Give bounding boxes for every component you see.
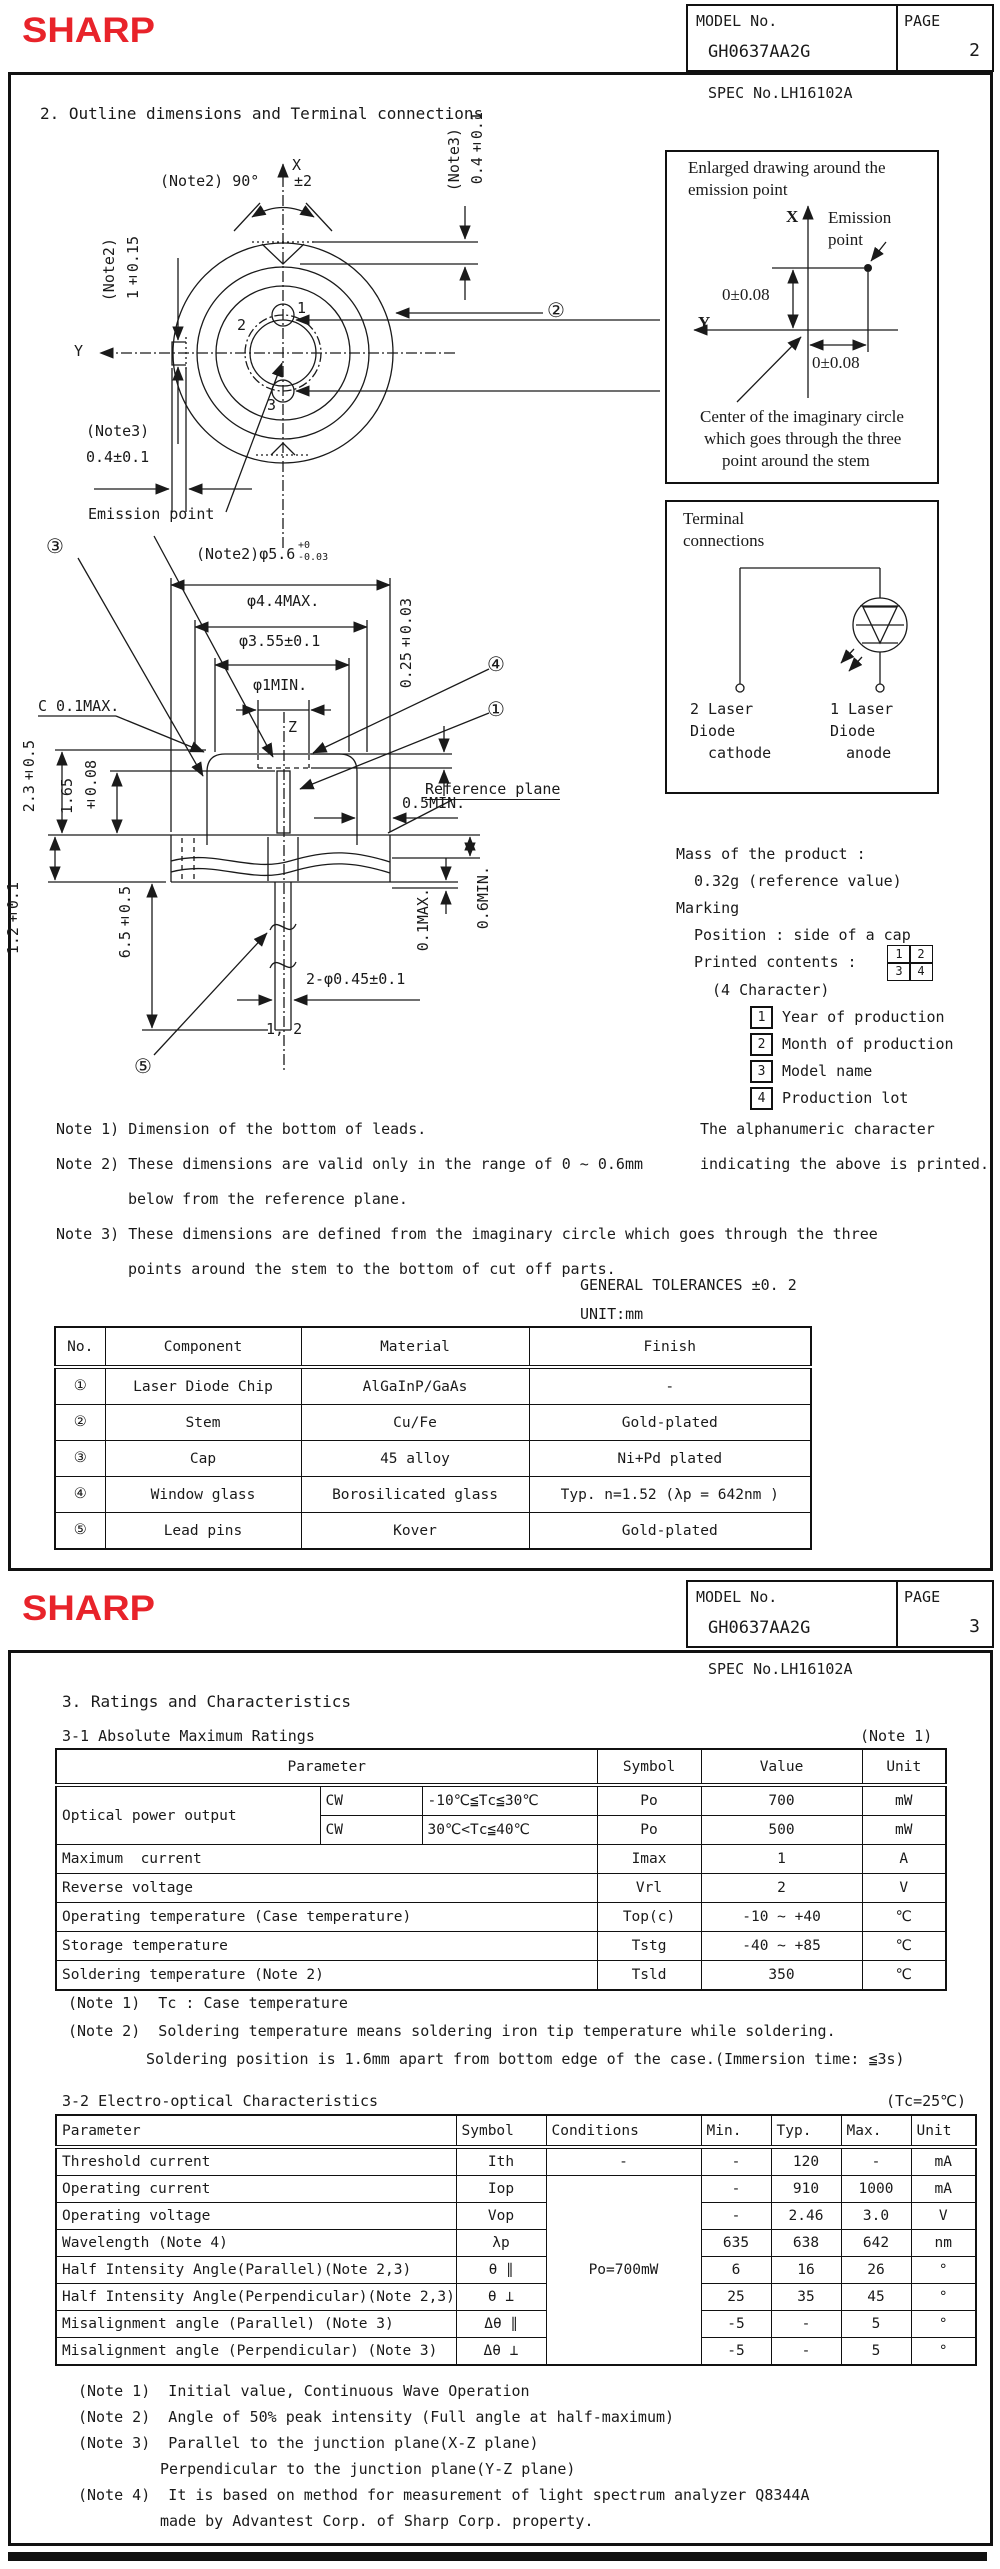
enlarged-caption-3: point around the stem — [722, 451, 870, 470]
eo-merged-condition: Po=700mW — [546, 2176, 701, 2366]
legend-label-4: Production lot — [782, 1089, 909, 1107]
abs-r4-unit: V — [862, 1874, 946, 1903]
col-finish: Finish — [529, 1327, 811, 1367]
enlarged-dim-horizontal: 0±0.08 — [812, 353, 860, 372]
abs-r5-symbol: Top(c) — [597, 1903, 701, 1932]
cut-dim-left: 0.4±0.1 — [86, 448, 150, 466]
abs-r6-unit: ℃ — [862, 1932, 946, 1961]
component-row-4 — [55, 1477, 811, 1513]
eo-r1-typ: 120 — [771, 2147, 841, 2176]
eo-r7-typ: - — [771, 2311, 841, 2338]
eo-r3-max: 3.0 — [841, 2203, 911, 2230]
section2-title: 2. Outline dimensions and Terminal connections — [40, 104, 484, 123]
eo-r8-typ: - — [771, 2338, 841, 2366]
height-23-label: 2.3±0.5 — [20, 740, 38, 813]
eo-r7-unit: ° — [911, 2311, 976, 2338]
section31-title: 3-1 Absolute Maximum Ratings — [62, 1727, 315, 1745]
eo-r4-max: 642 — [841, 2230, 911, 2257]
abs-header — [56, 1749, 946, 1785]
eo-r2-max: 1000 — [841, 2176, 911, 2203]
abs-h-symbol: Symbol — [597, 1749, 701, 1785]
section32-title: 3-2 Electro-optical Characteristics — [62, 2092, 379, 2110]
chamfer-label: C 0.1MAX. — [38, 697, 120, 715]
enlarged-y-label: Y — [698, 313, 711, 332]
eo-r8-max: 5 — [841, 2338, 911, 2366]
terminal-2-line2: Diode — [690, 722, 736, 740]
row4-component: Window glass — [105, 1477, 301, 1513]
eo-h-typ: Typ. — [771, 2115, 841, 2147]
component-table — [54, 1326, 812, 1550]
legend-label-1: Year of production — [782, 1008, 945, 1026]
page-number: 2 — [969, 40, 980, 61]
abs-row-3 — [56, 1845, 946, 1874]
unit-label: UNIT:mm — [580, 1305, 644, 1323]
eo-note-4b: made by Advantest Corp. of Sharp Corp. property. — [160, 2512, 594, 2530]
next-page-edge — [8, 2552, 987, 2561]
alphanumeric-line-2: indicating the above is printed. — [700, 1155, 989, 1173]
gap-01max-label: 0.1MAX. — [414, 888, 432, 952]
eo-r3-unit: V — [911, 2203, 976, 2230]
eo-r8-param: Misalignment angle (Perpendicular) (Note 3) — [56, 2338, 456, 2366]
row4-no: ④ — [55, 1477, 105, 1513]
eo-row-6 — [56, 2284, 976, 2311]
dia56-label: (Note2)φ5.6 — [196, 545, 296, 563]
enlarged-caption-1: Center of the imaginary circle — [700, 407, 904, 426]
abs-r3-unit: A — [862, 1845, 946, 1874]
component-row-2 — [55, 1405, 811, 1441]
section3-title: 3. Ratings and Characteristics — [62, 1692, 351, 1711]
component-row-3 — [55, 1441, 811, 1477]
eo-row-5 — [56, 2257, 976, 2284]
eo-row-3 — [56, 2203, 976, 2230]
model-box-p3 — [686, 1580, 994, 1648]
eo-r2-typ: 910 — [771, 2176, 841, 2203]
emission-word-1: Emission — [828, 208, 892, 227]
eo-r1-symbol: Ith — [456, 2147, 546, 2176]
eo-r5-unit: ° — [911, 2257, 976, 2284]
abs-h-value: Value — [701, 1749, 862, 1785]
marking-grid-cell-1: 1 — [887, 945, 911, 964]
marking-chars: (4 Character) — [712, 981, 830, 999]
section31-noteref: (Note 1) — [860, 1727, 933, 1745]
legend-box-1: 1 — [750, 1006, 773, 1029]
abs-r5-unit: ℃ — [862, 1903, 946, 1932]
terminal-title-2: connections — [683, 531, 765, 550]
p2-note-2b: below from the reference plane. — [128, 1190, 408, 1208]
sharp-logo-p3: SHARP — [22, 1589, 156, 1629]
page-label: PAGE — [904, 12, 941, 30]
eo-r3-symbol: Vop — [456, 2203, 546, 2230]
abs-r1-symbol: Po — [597, 1785, 701, 1816]
general-tolerances: GENERAL TOLERANCES ±0. 2 — [580, 1276, 797, 1294]
abs-row-5 — [56, 1903, 946, 1932]
eo-r7-min: -5 — [701, 2311, 771, 2338]
eo-r1-cond: - — [546, 2147, 701, 2176]
spec-number-p3: SPEC No.LH16102A — [708, 1660, 853, 1678]
row4-material: Borosilicated glass — [301, 1477, 529, 1513]
p2-note-3: Note 3) These dimensions are defined from the imaginary circle which goes through the three — [56, 1225, 878, 1243]
abs-r1-cw: CW — [320, 1785, 422, 1816]
abs-r5-param: Operating temperature (Case temperature) — [56, 1903, 597, 1932]
eo-h-parameter: Parameter — [56, 2115, 456, 2147]
reference-plane-label: Reference plane — [425, 780, 561, 798]
eo-r4-typ: 638 — [771, 2230, 841, 2257]
eo-r7-symbol: Δθ ∥ — [456, 2311, 546, 2338]
tab-dimension: 1±0.15 — [124, 236, 142, 300]
tab-note: (Note2) — [100, 238, 118, 302]
abs-r6-value: -40 ~ +85 — [701, 1932, 862, 1961]
eo-note-1: (Note 1) Initial value, Continuous Wave Operation — [78, 2382, 530, 2400]
x-axis-label: X — [292, 156, 302, 174]
abs-note-2: (Note 2) Soldering temperature means soldering iron tip temperature while soldering. — [68, 2022, 836, 2040]
eo-r6-param: Half Intensity Angle(Perpendicular)(Note 2,3) — [56, 2284, 456, 2311]
p2-note-1: Note 1) Dimension of the bottom of leads. — [56, 1120, 427, 1138]
row3-material: 45 alloy — [301, 1441, 529, 1477]
col-no: No. — [55, 1327, 105, 1367]
row2-no: ② — [55, 1405, 105, 1441]
eo-header — [56, 2115, 976, 2147]
row5-no: ⑤ — [55, 1513, 105, 1550]
eo-r6-max: 45 — [841, 2284, 911, 2311]
eo-h-unit: Unit — [911, 2115, 976, 2147]
row3-no: ③ — [55, 1441, 105, 1477]
abs-r7-unit: ℃ — [862, 1961, 946, 1991]
eo-r6-typ: 35 — [771, 2284, 841, 2311]
abs-r4-param: Reverse voltage — [56, 1874, 597, 1903]
abs-r4-symbol: Vrl — [597, 1874, 701, 1903]
abs-r2-symbol: Po — [597, 1816, 701, 1845]
angle-tolerance: ±2 — [294, 172, 313, 190]
abs-row-7 — [56, 1961, 946, 1991]
marking-grid — [888, 946, 932, 980]
ref-4-window: ④ — [487, 652, 505, 676]
enlarged-title-1: Enlarged drawing around the — [688, 158, 886, 177]
col-material: Material — [301, 1327, 529, 1367]
stem-12-label: 1.2±0.1 — [4, 882, 22, 955]
abs-r2-value: 500 — [701, 1816, 862, 1845]
component-table-header — [55, 1327, 811, 1367]
page-label-p3: PAGE — [904, 1588, 941, 1606]
spec-number-p2: SPEC No.LH16102A — [708, 84, 853, 102]
eo-r7-max: 5 — [841, 2311, 911, 2338]
eo-r4-min: 635 — [701, 2230, 771, 2257]
eo-r5-symbol: θ ∥ — [456, 2257, 546, 2284]
eo-r5-max: 26 — [841, 2257, 911, 2284]
abs-h-unit: Unit — [862, 1749, 946, 1785]
terminal-2-line3: cathode — [708, 744, 772, 762]
emission-point-label: Emission point — [88, 505, 215, 523]
enlarged-caption-2: which goes through the three — [704, 429, 902, 448]
pin3-label: 3 — [267, 396, 277, 414]
row1-no: ① — [55, 1367, 105, 1405]
height-165-label: 1.65 — [58, 778, 76, 815]
eo-r6-min: 25 — [701, 2284, 771, 2311]
printed-contents: Printed contents : — [694, 953, 857, 971]
z-axis-label: Z — [288, 718, 298, 736]
flange-05min-label: 0.5MIN. — [402, 794, 466, 812]
eo-r5-param: Half Intensity Angle(Parallel)(Note 2,3) — [56, 2257, 456, 2284]
eo-row-8 — [56, 2338, 976, 2366]
pin1-label: 1 — [297, 299, 307, 317]
eo-note-3: (Note 3) Parallel to the junction plane(X-Z plane) — [78, 2434, 539, 2452]
row1-material: AlGaInP/GaAs — [301, 1367, 529, 1405]
eo-h-conditions: Conditions — [546, 2115, 701, 2147]
abs-r3-param: Maximum current — [56, 1845, 597, 1874]
eo-r1-param: Threshold current — [56, 2147, 456, 2176]
notch-note-right: (Note3) — [445, 128, 463, 192]
eo-note-4: (Note 4) It is based on method for measurement of light spectrum analyzer Q8344A — [78, 2486, 810, 2504]
dia1-label: φ1MIN. — [253, 676, 308, 694]
angle-note: (Note2) 90° — [160, 172, 260, 190]
abs-r6-param: Storage temperature — [56, 1932, 597, 1961]
marking-grid-cell-2: 2 — [909, 945, 933, 964]
abs-h-parameter: Parameter — [56, 1749, 597, 1785]
legend-box-2: 2 — [750, 1033, 773, 1056]
row2-material: Cu/Fe — [301, 1405, 529, 1441]
abs-row-4 — [56, 1874, 946, 1903]
model-number: GH0637AA2G — [708, 42, 811, 62]
row1-finish: - — [529, 1367, 811, 1405]
eo-r8-unit: ° — [911, 2338, 976, 2366]
ref-5-leadpins: ⑤ — [134, 1054, 152, 1078]
abs-r2-range: 30℃<Tc≦40℃ — [422, 1816, 597, 1845]
abs-r1-value: 700 — [701, 1785, 862, 1816]
pin-ids-label: 1, 2 — [266, 1020, 303, 1038]
eo-r4-symbol: λp — [456, 2230, 546, 2257]
height-165-tol: ±0.08 — [82, 760, 100, 815]
legend-label-2: Month of production — [782, 1035, 954, 1053]
notch-dim-right: 0.4±0.1 — [468, 112, 486, 185]
eo-r2-symbol: Iop — [456, 2176, 546, 2203]
eo-r4-unit: nm — [911, 2230, 976, 2257]
abs-r7-value: 350 — [701, 1961, 862, 1991]
y-axis-label: Y — [74, 342, 84, 360]
abs-r7-param: Soldering temperature (Note 2) — [56, 1961, 597, 1991]
model-number-p3: GH0637AA2G — [708, 1618, 811, 1638]
eo-h-min: Min. — [701, 2115, 771, 2147]
enlarged-dim-vertical: 0±0.08 — [722, 285, 770, 304]
pin-dia-label: 2-φ0.45±0.1 — [306, 970, 406, 988]
dia44-label: φ4.4MAX. — [247, 592, 320, 610]
col-component: Component — [105, 1327, 301, 1367]
mass-line-1: Mass of the product : — [676, 845, 866, 863]
abs-note-1: (Note 1) Tc : Case temperature — [68, 1994, 348, 2012]
eo-r8-min: -5 — [701, 2338, 771, 2366]
eo-r5-typ: 16 — [771, 2257, 841, 2284]
row2-component: Stem — [105, 1405, 301, 1441]
eo-row-2 — [56, 2176, 976, 2203]
eo-r4-param: Wavelength (Note 4) — [56, 2230, 456, 2257]
dia56-tol-top: +0 — [298, 540, 311, 551]
abs-r7-symbol: Tsld — [597, 1961, 701, 1991]
legend-box-4: 4 — [750, 1087, 773, 1110]
terminal-1-line3: anode — [846, 744, 892, 762]
marking-grid-cell-3: 3 — [887, 962, 911, 981]
p2-note-2: Note 2) These dimensions are valid only in the range of 0 ~ 0.6mm — [56, 1155, 643, 1173]
emission-word-2: point — [828, 230, 863, 249]
eo-r3-param: Operating voltage — [56, 2203, 456, 2230]
row3-component: Cap — [105, 1441, 301, 1477]
dia355-label: φ3.55±0.1 — [239, 632, 321, 650]
enlarged-x-label: X — [786, 207, 799, 226]
eo-r6-unit: ° — [911, 2284, 976, 2311]
eo-r1-unit: mA — [911, 2147, 976, 2176]
abs-r2-cw: CW — [320, 1816, 422, 1845]
eo-h-symbol: Symbol — [456, 2115, 546, 2147]
sharp-logo: SHARP — [22, 11, 156, 51]
abs-note-2b: Soldering position is 1.6mm apart from bottom edge of the case.(Immersion time: ≦3s) — [146, 2050, 905, 2068]
row5-component: Lead pins — [105, 1513, 301, 1550]
abs-row-1 — [56, 1785, 946, 1816]
eo-r8-symbol: Δθ ⊥ — [456, 2338, 546, 2366]
terminal-2-line1: 2 Laser — [690, 700, 754, 718]
eo-r3-typ: 2.46 — [771, 2203, 841, 2230]
model-label: MODEL No. — [696, 12, 778, 30]
dia56-tol-bottom: -0.03 — [298, 552, 329, 563]
eo-row-7 — [56, 2311, 976, 2338]
cut-note-left: (Note3) — [86, 422, 150, 440]
mass-line-2: 0.32g (reference value) — [694, 872, 902, 890]
p2-note-3b: points around the stem to the bottom of cut off parts. — [128, 1260, 616, 1278]
eo-r2-unit: mA — [911, 2176, 976, 2203]
abs-row-6 — [56, 1932, 946, 1961]
abs-r5-value: -10 ~ +40 — [701, 1903, 862, 1932]
eo-r3-min: - — [701, 2203, 771, 2230]
ref-3-cap: ③ — [46, 534, 64, 558]
row5-finish: Gold-plated — [529, 1513, 811, 1550]
row3-finish: Ni+Pd plated — [529, 1441, 811, 1477]
ref-2-stem: ② — [547, 298, 565, 322]
section32-condition: (Tc=25℃) — [886, 2092, 967, 2110]
eo-r2-param: Operating current — [56, 2176, 456, 2203]
row4-finish: Typ. n=1.52 (λp = 642nm ) — [529, 1477, 811, 1513]
marking-position: Position : side of a cap — [694, 926, 911, 944]
eo-h-max: Max. — [841, 2115, 911, 2147]
row5-material: Kover — [301, 1513, 529, 1550]
model-label-p3: MODEL No. — [696, 1588, 778, 1606]
marking-grid-cell-4: 4 — [909, 962, 933, 981]
terminal-1-line1: 1 Laser — [830, 700, 894, 718]
terminal-1-line2: Diode — [830, 722, 876, 740]
abs-r4-value: 2 — [701, 1874, 862, 1903]
legend-box-3: 3 — [750, 1060, 773, 1083]
row2-finish: Gold-plated — [529, 1405, 811, 1441]
abs-r3-value: 1 — [701, 1845, 862, 1874]
gap-06min-label: 0.6MIN. — [474, 866, 492, 930]
eo-note-3b: Perpendicular to the junction plane(Y-Z plane) — [160, 2460, 576, 2478]
legend-label-3: Model name — [782, 1062, 873, 1080]
abs-r6-symbol: Tstg — [597, 1932, 701, 1961]
eo-row-1 — [56, 2147, 976, 2176]
ref-1-chip: ① — [487, 697, 505, 721]
alphanumeric-line-1: The alphanumeric character — [700, 1120, 935, 1138]
eo-r2-min: - — [701, 2176, 771, 2203]
terminal-title-1: Terminal — [683, 509, 745, 528]
abs-r1-range: -10℃≦Tc≦30℃ — [422, 1785, 597, 1816]
abs-r1-unit: mW — [862, 1785, 946, 1816]
eo-r6-symbol: θ ⊥ — [456, 2284, 546, 2311]
glass-thickness-label: 0.25±0.03 — [397, 598, 415, 689]
eo-row-4 — [56, 2230, 976, 2257]
enlarged-title-2: emission point — [688, 180, 788, 199]
eo-r1-max: - — [841, 2147, 911, 2176]
abs-r2-unit: mW — [862, 1816, 946, 1845]
eo-r1-min: - — [701, 2147, 771, 2176]
eo-note-2: (Note 2) Angle of 50% peak intensity (Full angle at half-maximum) — [78, 2408, 675, 2426]
eo-r7-param: Misalignment angle (Parallel) (Note 3) — [56, 2311, 456, 2338]
abs-max-table — [55, 1748, 947, 1991]
lead-65-label: 6.5±0.5 — [116, 886, 134, 959]
eo-table — [55, 2114, 977, 2366]
eo-r5-min: 6 — [701, 2257, 771, 2284]
page-number-p3: 3 — [969, 1616, 980, 1637]
abs-r1-param: Optical power output — [56, 1785, 320, 1845]
pin2-label: 2 — [237, 316, 247, 334]
row1-component: Laser Diode Chip — [105, 1367, 301, 1405]
abs-r3-symbol: Imax — [597, 1845, 701, 1874]
marking-label: Marking — [676, 899, 740, 917]
component-row-5 — [55, 1513, 811, 1550]
component-row-1 — [55, 1367, 811, 1405]
